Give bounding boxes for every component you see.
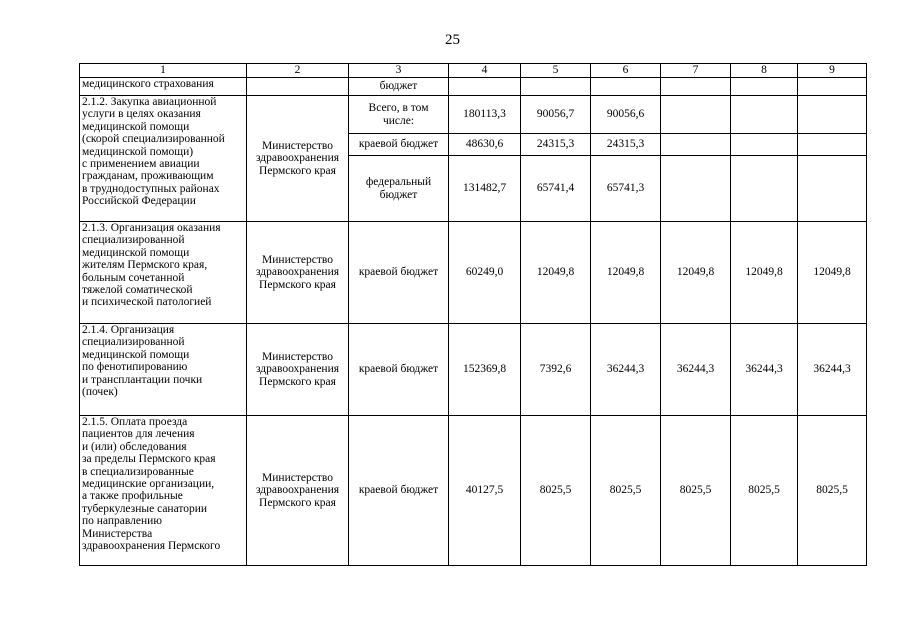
table-row [80,416,867,566]
value-cell: 12049,8 [731,222,798,324]
column-header: 3 [349,64,449,78]
value-cell: 8025,5 [521,416,591,566]
funding-source: краевой бюджет [349,416,449,566]
value-cell: 24315,3 [591,134,661,156]
value-cell [661,78,731,96]
measure-name: 2.1.5. Оплата проезда пациентов для лечения и (или) обследования за пределы Пермского края в специализированные медицинские организации, а также профильные туберкулезные санатории по направлению Министерства здравоохранения Пермского [80,416,247,566]
value-cell [449,78,521,96]
value-cell: 24315,3 [521,134,591,156]
value-cell [521,78,591,96]
value-cell: 90056,7 [521,96,591,134]
column-header: 5 [521,64,591,78]
value-cell [798,134,867,156]
budget-table [79,63,867,566]
column-header: 1 [80,64,247,78]
table-row [80,78,867,96]
value-cell [798,78,867,96]
funding-source: краевой бюджет [349,324,449,416]
funding-source: краевой бюджет [349,134,449,156]
column-header: 8 [731,64,798,78]
table-row [80,324,867,416]
column-header: 4 [449,64,521,78]
value-cell: 40127,5 [449,416,521,566]
executor-cell [247,78,349,96]
column-header: 2 [247,64,349,78]
value-cell: 152369,8 [449,324,521,416]
value-cell [731,156,798,222]
funding-source: федеральный бюджет [349,156,449,222]
value-cell: 8025,5 [731,416,798,566]
column-header: 6 [591,64,661,78]
value-cell: 12049,8 [798,222,867,324]
column-header: 9 [798,64,867,78]
value-cell: 36244,3 [591,324,661,416]
value-cell [661,96,731,134]
value-cell [661,134,731,156]
column-numbers-row [80,64,867,78]
value-cell: 36244,3 [798,324,867,416]
value-cell: 65741,4 [521,156,591,222]
value-cell: 36244,3 [661,324,731,416]
value-cell: 180113,3 [449,96,521,134]
value-cell: 12049,8 [661,222,731,324]
value-cell [731,96,798,134]
funding-source: краевой бюджет [349,222,449,324]
value-cell [798,96,867,134]
executor-cell: Министерство здравоохранения Пермского края [247,222,349,324]
value-cell: 8025,5 [798,416,867,566]
value-cell: 48630,6 [449,134,521,156]
value-cell: 12049,8 [521,222,591,324]
table-row [80,222,867,324]
executor-cell: Министерство здравоохранения Пермского края [247,96,349,222]
executor-cell: Министерство здравоохранения Пермского края [247,324,349,416]
value-cell: 65741,3 [591,156,661,222]
measure-name: 2.1.3. Организация оказания специализированной медицинской помощи жителям Пермского края, больным сочетанной тяжелой соматической и психической патологией [80,222,247,324]
measure-name: 2.1.2. Закупка авиационной услуги в целях оказания медицинской помощи (скорой специализированной медицинской помощи) с применением авиации гражданам, проживающим в труднодоступных районах Российской Федерации [80,96,247,222]
table-row [80,96,867,134]
value-cell: 36244,3 [731,324,798,416]
page-number: 25 [445,32,460,48]
value-cell: 12049,8 [591,222,661,324]
value-cell: 7392,6 [521,324,591,416]
value-cell [661,156,731,222]
funding-source: бюджет [349,78,449,96]
value-cell: 60249,0 [449,222,521,324]
value-cell: 90056,6 [591,96,661,134]
value-cell: 8025,5 [591,416,661,566]
measure-name: 2.1.4. Организация специализированной медицинской помощи по фенотипированию и трансплантации почки (почек) [80,324,247,416]
value-cell: 8025,5 [661,416,731,566]
column-header: 7 [661,64,731,78]
value-cell [731,78,798,96]
measure-name: медицинского страхования [80,78,247,96]
value-cell: 131482,7 [449,156,521,222]
value-cell [731,134,798,156]
funding-source: Всего, в том числе: [349,96,449,134]
executor-cell: Министерство здравоохранения Пермского края [247,416,349,566]
value-cell [591,78,661,96]
value-cell [798,156,867,222]
